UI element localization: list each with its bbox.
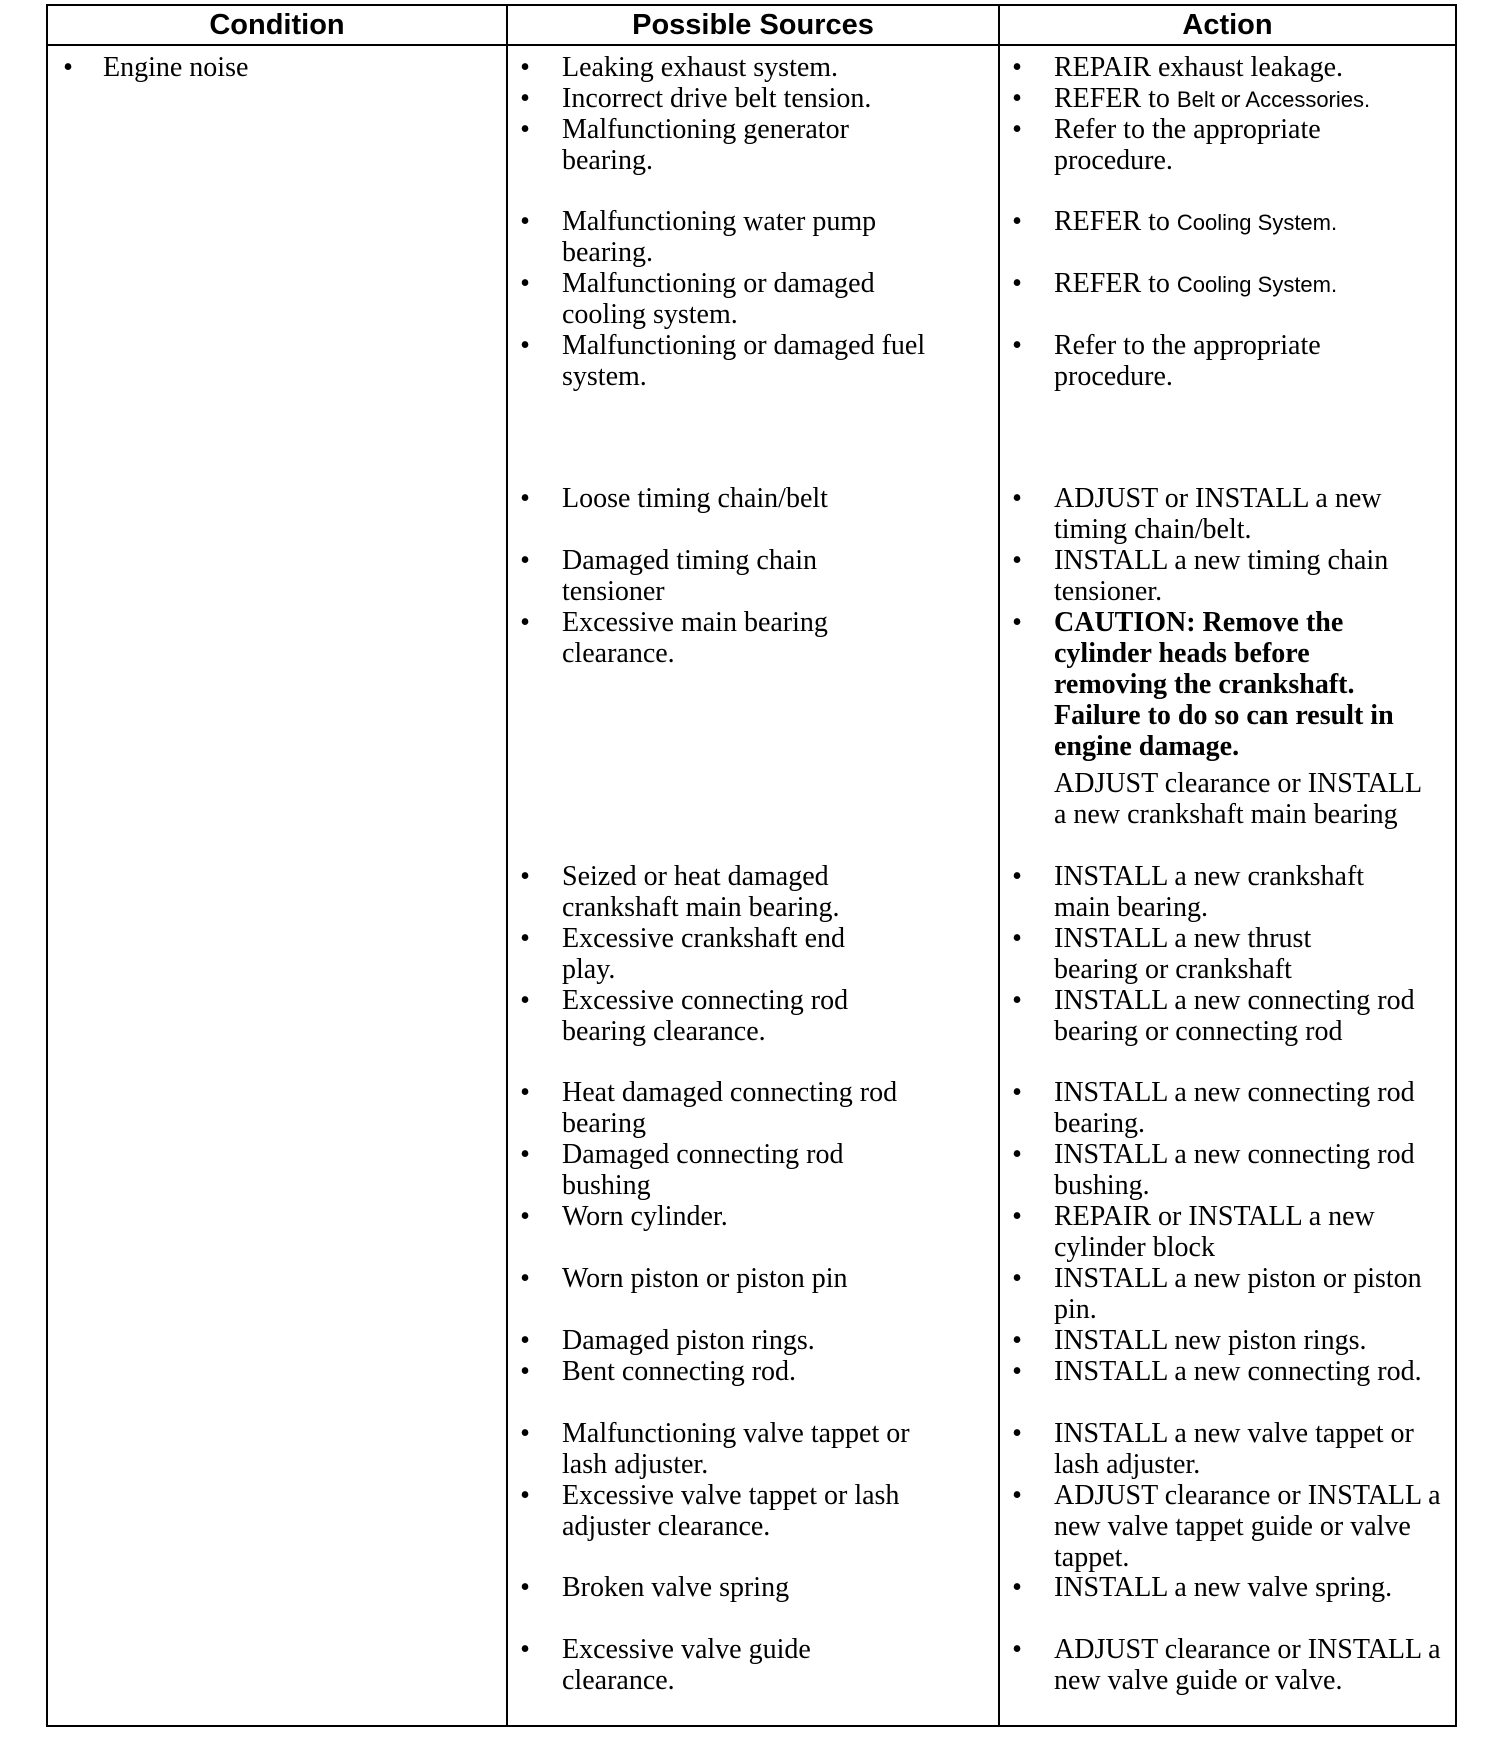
action-text [1054, 206, 1454, 238]
bullet: • [1012, 923, 1022, 954]
bullet: • [520, 545, 530, 576]
bullet: • [1012, 1356, 1022, 1387]
bullet: • [520, 607, 530, 638]
caution-text: CAUTION: Remove the cylinder heads before removing the crankshaft. Failure to do so can result in engine damage. [1054, 607, 1394, 762]
action-text: INSTALL a new valve spring. [1054, 1572, 1393, 1603]
bullet: • [520, 861, 530, 892]
bullet: • [1012, 1077, 1022, 1108]
header-possible-sources: Possible Sources [632, 8, 874, 41]
bullet: • [1012, 1634, 1022, 1665]
bullet: • [1012, 861, 1022, 892]
reference-link-text: Belt or Accessories. [1176, 87, 1371, 112]
source-text: Worn piston or piston pin [562, 1263, 848, 1294]
bullet: • [1012, 1139, 1022, 1170]
column-divider-2 [998, 4, 1000, 1727]
refer-prefix: REFER to [1054, 83, 1177, 114]
source-text: Malfunctioning water pump bearing. [562, 206, 877, 268]
action-text: ADJUST clearance or INSTALL a new valve tappet guide or valve tappet. [1054, 1480, 1441, 1573]
action-text: INSTALL a new connecting rod bearing. [1054, 1077, 1415, 1139]
bullet: • [520, 483, 530, 514]
bullet: • [520, 923, 530, 954]
source-text: Bent connecting rod. [562, 1356, 797, 1387]
source-text: Malfunctioning or damaged fuel system. [562, 330, 926, 392]
action-text: ADJUST clearance or INSTALL a new crankshaft main bearing [1054, 768, 1422, 830]
action-text: ADJUST clearance or INSTALL a new valve guide or valve. [1054, 1634, 1441, 1696]
action-text: INSTALL a new connecting rod bearing or connecting rod [1054, 985, 1415, 1047]
bullet: • [1012, 52, 1022, 83]
bullet: • [520, 1480, 530, 1511]
action-text: INSTALL a new connecting rod bushing. [1054, 1139, 1415, 1201]
bullet: • [1012, 268, 1022, 299]
bullet: • [520, 1139, 530, 1170]
source-text: Excessive crankshaft end play. [562, 923, 845, 985]
bullet: • [520, 1077, 530, 1108]
bullet: • [1012, 114, 1022, 145]
bullet: • [520, 1634, 530, 1665]
refer-prefix: REFER to [1054, 268, 1177, 299]
bullet: • [1012, 1480, 1022, 1511]
bullet: • [1012, 607, 1022, 638]
action-text: INSTALL a new crankshaft main bearing. [1054, 861, 1365, 923]
action-text: INSTALL new piston rings. [1054, 1325, 1367, 1356]
bullet: • [1012, 1418, 1022, 1449]
action-text: INSTALL a new valve tappet or lash adjuster. [1054, 1418, 1414, 1480]
header-condition: Condition [209, 8, 345, 41]
header-action: Action [1182, 8, 1273, 41]
action-text: Refer to the appropriate procedure. [1054, 114, 1321, 176]
bullet: • [520, 1572, 530, 1603]
source-text: Worn cylinder. [562, 1201, 728, 1232]
source-text: Damaged timing chain tensioner [562, 545, 818, 607]
action-text: INSTALL a new timing chain tensioner. [1054, 545, 1389, 607]
source-text: Excessive connecting rod bearing clearance. [562, 985, 849, 1047]
reference-link-text: Cooling System. [1176, 272, 1338, 297]
bullet: • [520, 1418, 530, 1449]
bullet: • [1012, 83, 1022, 114]
bullet: • [1012, 206, 1022, 237]
action-text: INSTALL a new piston or piston pin. [1054, 1263, 1422, 1325]
bullet: • [1012, 330, 1022, 361]
bullet: • [1012, 1572, 1022, 1603]
bullet: • [1012, 1263, 1022, 1294]
condition-text: Engine noise [103, 52, 249, 83]
action-text: INSTALL a new connecting rod. [1054, 1356, 1422, 1387]
bullet: • [1012, 545, 1022, 576]
action-text: REPAIR or INSTALL a new cylinder block [1054, 1201, 1375, 1263]
bullet: • [520, 985, 530, 1016]
source-text: Heat damaged connecting rod bearing [562, 1077, 898, 1139]
source-text: Malfunctioning or damaged cooling system. [562, 268, 875, 330]
source-text: Malfunctioning generator bearing. [562, 114, 849, 176]
reference-link-text: Cooling System. [1176, 210, 1338, 235]
action-text: Refer to the appropriate procedure. [1054, 330, 1321, 392]
bullet: • [520, 330, 530, 361]
action-text [1054, 83, 1454, 115]
bullet: • [520, 114, 530, 145]
bullet: • [1012, 1201, 1022, 1232]
header-divider [46, 44, 1457, 46]
bullet: • [520, 206, 530, 237]
bullet: • [520, 268, 530, 299]
action-text: INSTALL a new thrust bearing or crankshaft [1054, 923, 1312, 985]
source-text: Incorrect drive belt tension. [562, 83, 872, 114]
action-text: ADJUST or INSTALL a new timing chain/belt. [1054, 483, 1382, 545]
source-text: Seized or heat damaged crankshaft main bearing. [562, 861, 840, 923]
bullet: • [520, 1201, 530, 1232]
source-text: Damaged piston rings. [562, 1325, 815, 1356]
column-divider-1 [506, 4, 508, 1727]
bullet: • [520, 52, 530, 83]
source-text: Leaking exhaust system. [562, 52, 839, 83]
source-text: Excessive valve guide clearance. [562, 1634, 811, 1696]
source-text: Broken valve spring [562, 1572, 790, 1603]
bullet: • [520, 1263, 530, 1294]
source-text: Loose timing chain/belt [562, 483, 828, 514]
bullet: • [520, 1325, 530, 1356]
refer-prefix: REFER to [1054, 206, 1177, 237]
action-text: REPAIR exhaust leakage. [1054, 52, 1344, 83]
bullet: • [1012, 1325, 1022, 1356]
bullet: • [1012, 985, 1022, 1016]
source-text: Malfunctioning valve tappet or lash adjuster. [562, 1418, 910, 1480]
source-text: Excessive valve tappet or lash adjuster clearance. [562, 1480, 900, 1542]
source-text: Damaged connecting rod bushing [562, 1139, 844, 1201]
bullet: • [63, 52, 73, 83]
source-text: Excessive main bearing clearance. [562, 607, 828, 669]
action-text [1054, 268, 1454, 300]
bullet: • [520, 83, 530, 114]
bullet: • [520, 1356, 530, 1387]
bullet: • [1012, 483, 1022, 514]
